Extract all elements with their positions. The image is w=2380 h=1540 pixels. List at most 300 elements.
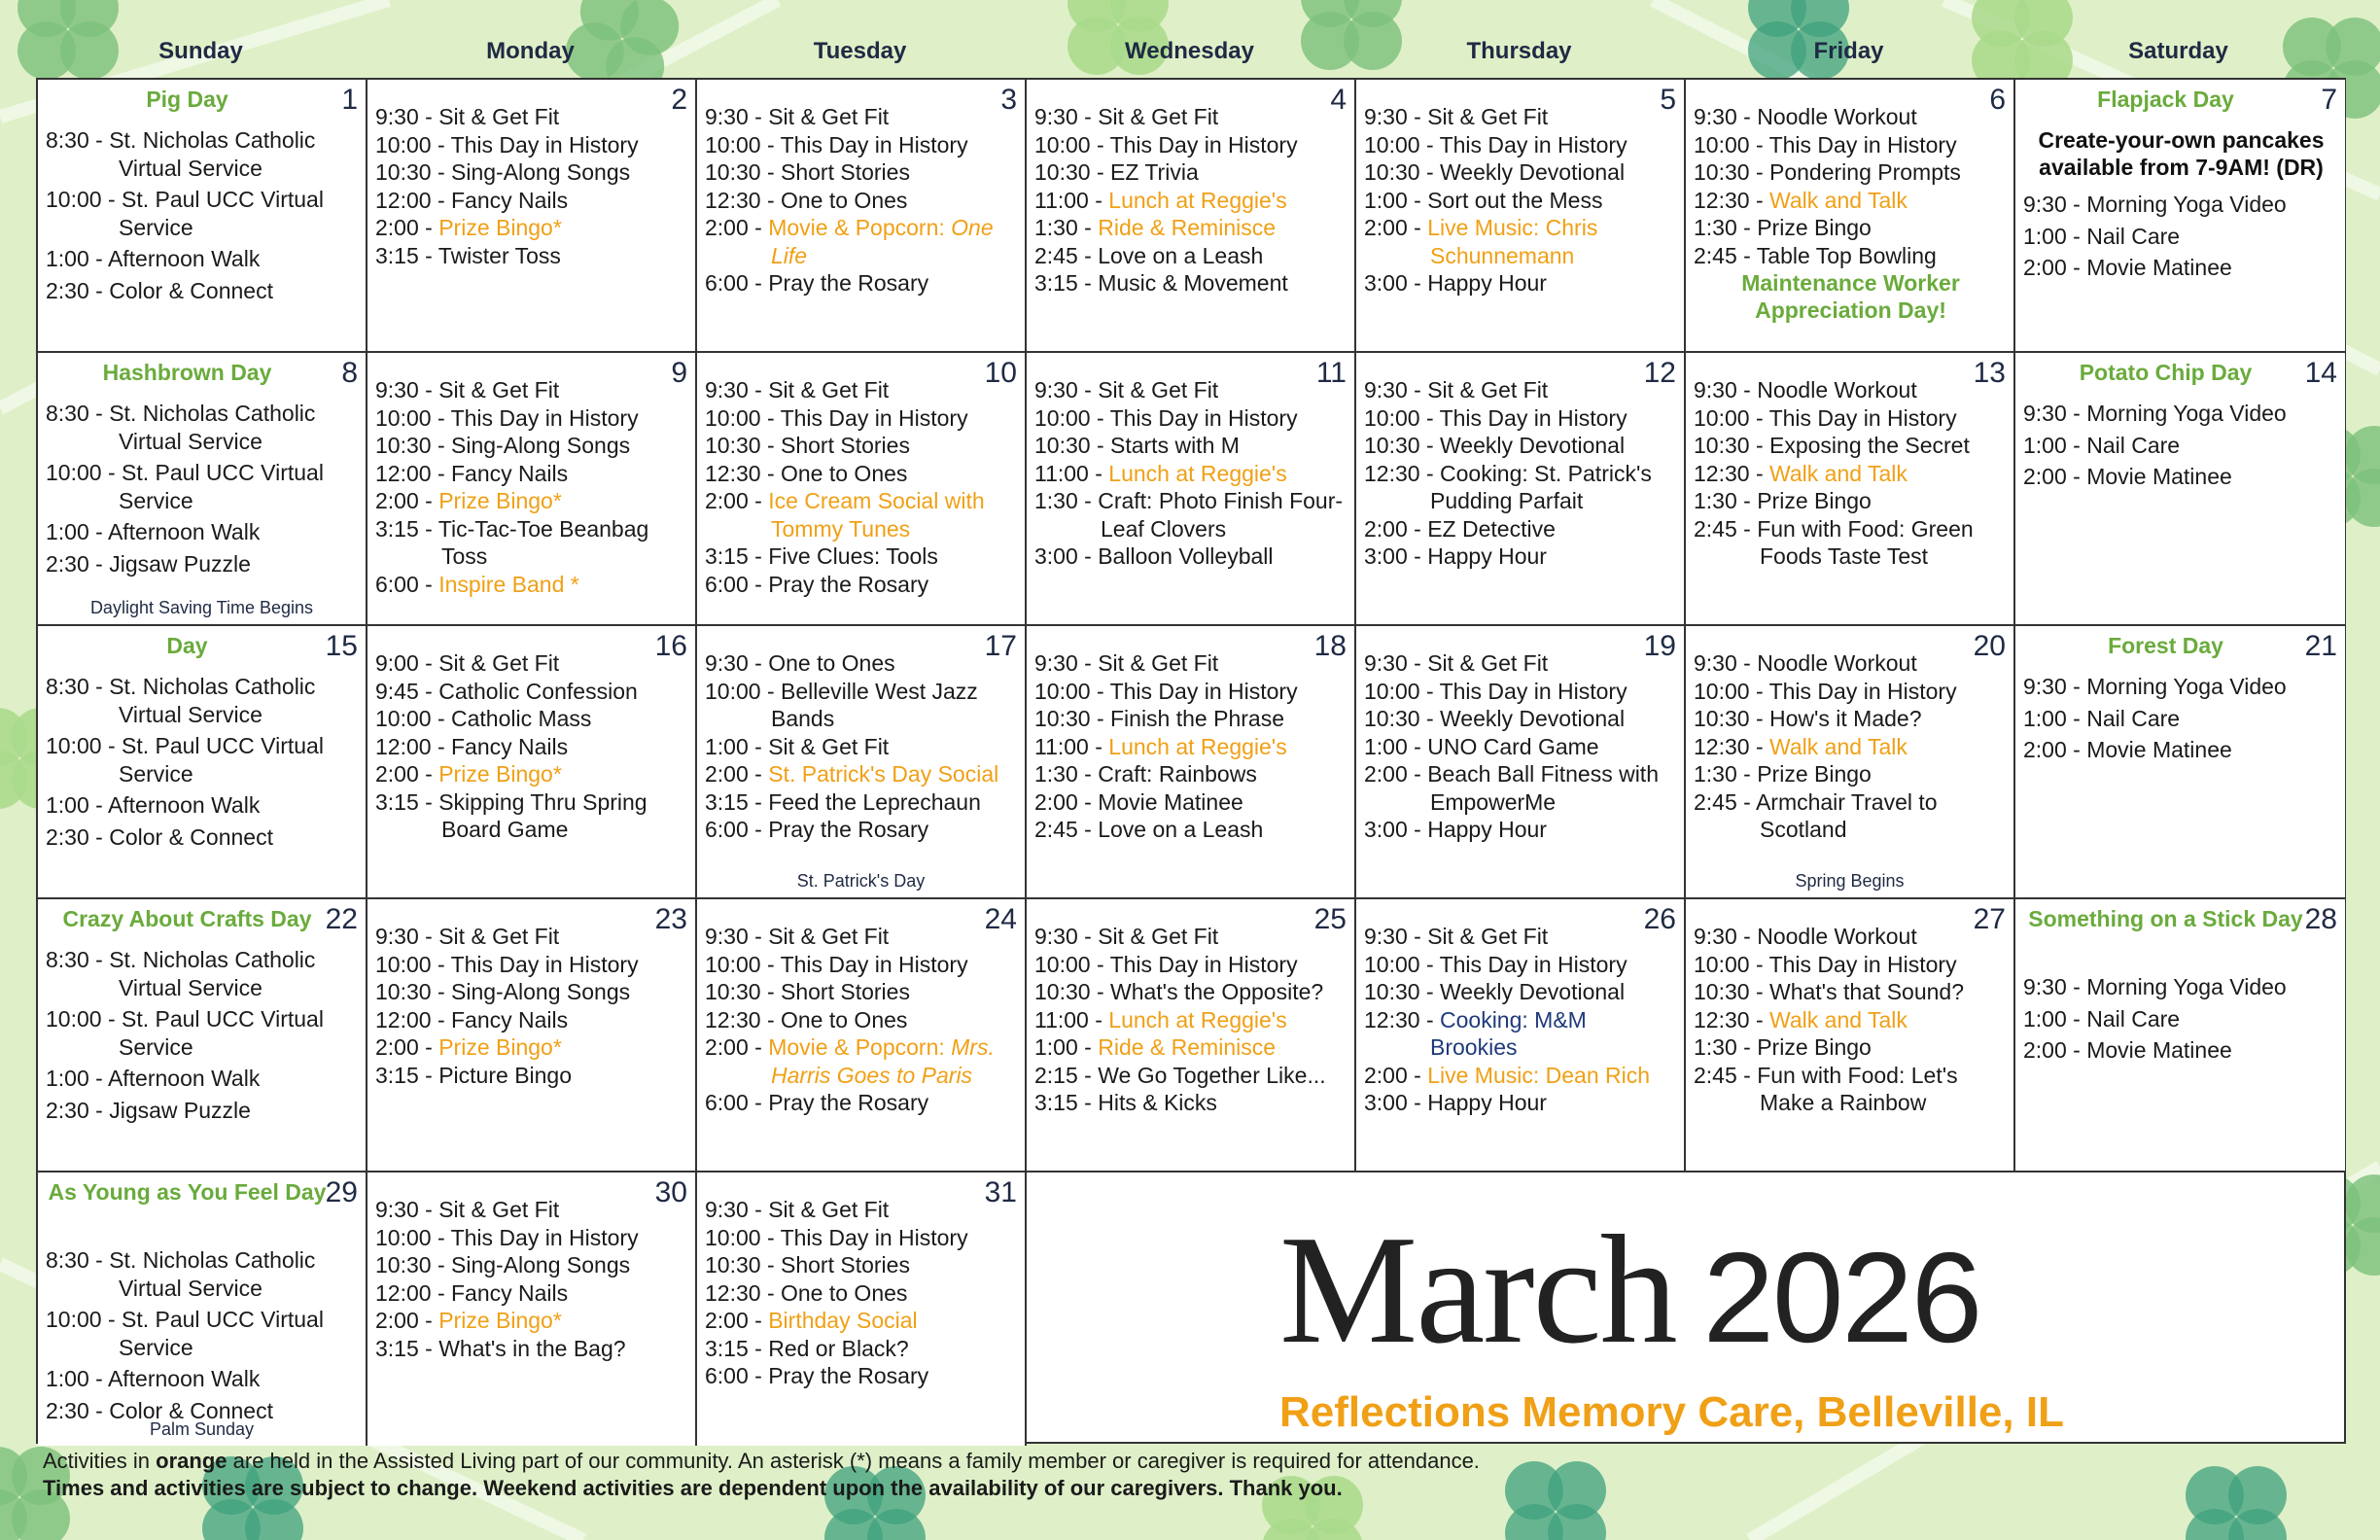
- activity-title: Prize Bingo*: [438, 215, 562, 240]
- activity-title: This Day in History: [1109, 678, 1298, 704]
- activity-item: [1694, 760, 2008, 788]
- activity-time: 3:15 -: [375, 1335, 439, 1361]
- activity-time: 2:45 -: [1034, 817, 1099, 842]
- activity-item: [1034, 951, 1348, 979]
- activity-item: [1034, 649, 1348, 678]
- activity-title: Morning Yoga Video: [2086, 974, 2287, 999]
- activity-time: 12:30 -: [705, 460, 781, 486]
- activity-time: 3:15 -: [705, 543, 769, 569]
- activity-time: 2:45 -: [1694, 515, 1758, 542]
- activity-time: 9:30 -: [375, 104, 439, 129]
- activity-title: Afternoon Walk: [107, 1066, 261, 1091]
- day-number: 19: [1643, 630, 1676, 662]
- weekday-tuesday: Tuesday: [813, 38, 907, 64]
- activity-time: 10:00 -: [46, 187, 122, 212]
- activity-item: [2023, 400, 2339, 428]
- activity-item: [1364, 515, 1678, 543]
- activity-item: [2023, 1005, 2339, 1033]
- activity-item: [1694, 460, 2008, 488]
- activity-time: 12:00 -: [375, 460, 451, 486]
- activity-time: 9:30 -: [705, 650, 769, 676]
- activity-item: [46, 1065, 360, 1093]
- day-cell-26: [1356, 899, 1686, 1172]
- activity-item: [1694, 951, 2008, 979]
- year: 2026: [1702, 1226, 1981, 1369]
- activity-time: 10:00 -: [375, 706, 451, 731]
- activity-time: 3:15 -: [375, 242, 438, 268]
- activity-title: Belleville West Jazz Bands: [771, 678, 978, 731]
- day-cell-12: [1356, 353, 1686, 626]
- activity-time: 1:00 -: [46, 1066, 108, 1091]
- movie-title: Mrs. Harris Goes to Paris: [771, 1034, 995, 1088]
- activity-time: 9:30 -: [2023, 192, 2087, 217]
- activity-title: One to Ones: [768, 650, 895, 676]
- activity-title: Nail Care: [2086, 432, 2181, 458]
- activity-item: [375, 760, 689, 788]
- day-theme: Something on a Stick Day: [2028, 906, 2303, 931]
- activity-time: 9:30 -: [1034, 104, 1099, 129]
- activity-item: [1364, 187, 1678, 215]
- activity-item: [1364, 649, 1678, 678]
- activity-title: Afternoon Walk: [107, 1366, 261, 1391]
- activity-title: Sit & Get Fit: [1427, 650, 1549, 676]
- activity-item: [1364, 951, 1678, 979]
- activity-item: [375, 158, 689, 187]
- activity-item: [375, 1279, 689, 1308]
- activity-item: [375, 1251, 689, 1279]
- activity-title: Sit & Get Fit: [438, 924, 560, 949]
- activity-item: [705, 678, 1019, 733]
- day-cell-7: [2015, 80, 2345, 353]
- activity-item: [2023, 432, 2339, 460]
- activity-title: How's it Made?: [1769, 706, 1922, 731]
- activity-title: Sit & Get Fit: [438, 377, 560, 402]
- activity-time: 10:00 -: [1694, 951, 1769, 977]
- activity-title: Lunch at Reggie's: [1108, 1006, 1287, 1032]
- activity-time: 9:00 -: [375, 650, 439, 676]
- day-cell-16: [368, 626, 697, 899]
- activity-time: 1:30 -: [1034, 761, 1099, 787]
- activity-item: [1034, 816, 1348, 844]
- activity-time: 10:30 -: [1034, 706, 1110, 731]
- activity-item: [1034, 542, 1348, 571]
- activity-title: Sing-Along Songs: [451, 979, 631, 1004]
- activity-item: [1694, 242, 2008, 270]
- activity-time: 9:30 -: [1034, 650, 1099, 676]
- activity-time: 12:30 -: [1694, 1006, 1769, 1032]
- activity-title: Twister Toss: [438, 242, 561, 268]
- activity-item: [705, 1362, 1019, 1390]
- activity-item: [375, 131, 689, 159]
- day-footnote: Spring Begins: [1795, 871, 1905, 891]
- activity-title: Movie & Popcorn:: [768, 215, 945, 240]
- activity-time: 12:30 -: [705, 1006, 781, 1032]
- activity-title: Prize Bingo*: [438, 1308, 562, 1333]
- activity-title: St. Nicholas Catholic Virtual Service: [109, 1247, 316, 1301]
- activity-item: [375, 376, 689, 404]
- activity-item: [1034, 214, 1348, 242]
- activity-item: [1364, 404, 1678, 433]
- activity-time: 6:00 -: [705, 571, 769, 597]
- activity-item: [1034, 242, 1348, 270]
- activity-title: Birthday Social: [768, 1308, 918, 1333]
- activity-item: [1034, 269, 1348, 298]
- activity-item: [375, 515, 689, 571]
- activity-title: Sit & Get Fit: [768, 377, 890, 402]
- day-cell-30: [368, 1172, 697, 1446]
- activity-item: [1034, 1033, 1348, 1062]
- day-cell-11: [1027, 353, 1356, 626]
- activity-title: Movie Matinee: [2086, 737, 2232, 762]
- activity-item: [375, 978, 689, 1006]
- activity-item: [1034, 187, 1348, 215]
- activity-title: This Day in History: [1109, 951, 1298, 977]
- activity-title: Happy Hour: [1427, 543, 1547, 569]
- activity-item: [1694, 978, 2008, 1006]
- activity-time: 9:30 -: [1694, 924, 1758, 949]
- activity-title: Ride & Reminisce: [1098, 1034, 1277, 1060]
- activity-time: 10:00 -: [1364, 951, 1440, 977]
- activity-title: Noodle Workout: [1757, 104, 1917, 129]
- activity-title: Prize Bingo: [1757, 761, 1872, 787]
- activity-item: [375, 1335, 689, 1363]
- activity-title: Live Music: Chris Schunnemann: [1427, 215, 1598, 268]
- activity-time: 3:00 -: [1364, 1090, 1428, 1115]
- day-theme: Forest Day: [2108, 633, 2223, 658]
- activity-item: [2023, 463, 2339, 491]
- activity-item: [705, 158, 1019, 187]
- activity-time: 2:00 -: [2023, 737, 2087, 762]
- activity-title: Nail Care: [2086, 223, 2181, 249]
- activity-time: 9:30 -: [705, 377, 769, 402]
- activity-item: [1694, 158, 2008, 187]
- activity-item: [1034, 788, 1348, 817]
- activity-item: [1694, 678, 2008, 706]
- activity-time: 3:00 -: [1364, 817, 1428, 842]
- activity-item: [375, 460, 689, 488]
- activity-time: 9:30 -: [2023, 974, 2087, 999]
- activity-title: Noodle Workout: [1757, 924, 1917, 949]
- activity-time: 3:00 -: [1364, 270, 1428, 296]
- activity-title: Movie Matinee: [2086, 1037, 2232, 1063]
- activity-time: 3:00 -: [1034, 543, 1099, 569]
- activity-time: 2:00 -: [375, 761, 439, 787]
- activity-title: Live Music: Dean Rich: [1427, 1062, 1651, 1088]
- activity-item: [1364, 131, 1678, 159]
- activity-title: Sit & Get Fit: [1098, 650, 1219, 676]
- activity-item: [1034, 460, 1348, 488]
- activity-item: [46, 126, 360, 182]
- activity-title: Skipping Thru Spring Board Game: [438, 788, 648, 842]
- activity-title: Nail Care: [2086, 1005, 2181, 1032]
- activity-time: 11:00 -: [1034, 1006, 1109, 1032]
- activity-time: 3:15 -: [705, 1335, 769, 1361]
- activity-title: Balloon Volleyball: [1098, 543, 1274, 569]
- month-name: March: [1279, 1203, 1676, 1376]
- activity-title: Short Stories: [781, 433, 910, 458]
- activity-time: 3:15 -: [375, 1062, 439, 1088]
- activity-time: 6:00 -: [375, 571, 439, 597]
- activity-time: 1:30 -: [1034, 488, 1099, 513]
- activity-time: 10:30 -: [1364, 159, 1440, 185]
- activity-time: 1:00 -: [2023, 705, 2087, 731]
- activity-title: What's the Opposite?: [1110, 979, 1324, 1004]
- activity-time: 1:30 -: [1034, 215, 1099, 240]
- activity-title: St. Nicholas Catholic Virtual Service: [109, 947, 316, 1000]
- activity-time: 2:00 -: [1364, 215, 1428, 240]
- activity-time: 9:30 -: [705, 104, 769, 129]
- activity-title: Armchair Travel to Scotland: [1755, 788, 1938, 842]
- activity-title: We Go Together Like...: [1098, 1062, 1326, 1088]
- activity-time: 2:00 -: [1364, 515, 1428, 542]
- activity-time: 10:00 -: [46, 460, 122, 485]
- activity-title: Pray the Rosary: [768, 817, 929, 842]
- activity-time: 10:00 -: [375, 404, 451, 431]
- day-number: 14: [2304, 357, 2337, 389]
- activity-item: [375, 1196, 689, 1224]
- activity-time: 9:30 -: [375, 1197, 439, 1222]
- activity-item: [2023, 223, 2339, 251]
- activity-title: This Day in History: [1768, 951, 1957, 977]
- activity-title: Color & Connect: [109, 1397, 273, 1423]
- activity-title: Sit & Get Fit: [438, 650, 560, 676]
- activity-time: 10:00 -: [1034, 131, 1110, 158]
- activity-time: 12:30 -: [1364, 1006, 1440, 1032]
- activity-title: Prize Bingo: [1757, 488, 1872, 513]
- activity-item: [1034, 678, 1348, 706]
- day-cell-8: [38, 353, 368, 626]
- activity-title: St. Paul UCC Virtual Service: [119, 1006, 324, 1060]
- activity-item: [1034, 131, 1348, 159]
- day-number: 2: [671, 84, 687, 116]
- activity-title: Prize Bingo: [1757, 1034, 1872, 1060]
- activity-item: [1034, 978, 1348, 1006]
- activity-time: 10:00 -: [705, 951, 781, 977]
- day-theme: Flapjack Day: [2097, 87, 2234, 112]
- activity-time: 10:30 -: [1034, 979, 1110, 1004]
- activity-title: One to Ones: [781, 1279, 908, 1306]
- activity-item: [1034, 733, 1348, 761]
- legend-suffix: are held in the Assisted Living part of our community. An asterisk (*) means a family member or caregiver is required for attendance.: [227, 1449, 1480, 1473]
- activity-title: Catholic Confession: [438, 678, 638, 704]
- activity-title: Sit & Get Fit: [1098, 377, 1219, 402]
- activity-time: 9:30 -: [1034, 924, 1099, 949]
- activity-time: 2:00 -: [705, 761, 769, 787]
- activity-item: [1694, 131, 2008, 159]
- activity-title: Color & Connect: [109, 277, 273, 303]
- activity-title: Ice Cream Social with Tommy Tunes: [768, 488, 985, 542]
- activity-time: 2:00 -: [2023, 1037, 2087, 1063]
- activity-title: Fancy Nails: [451, 733, 569, 759]
- activity-title: Hits & Kicks: [1098, 1090, 1217, 1115]
- activity-title: This Day in History: [1109, 131, 1298, 158]
- activity-item: [705, 269, 1019, 298]
- activity-item: [375, 214, 689, 242]
- activity-item: [46, 732, 360, 788]
- activity-title: Afternoon Walk: [107, 519, 261, 544]
- day-cell-23: [368, 899, 697, 1172]
- activity-item: [1034, 923, 1348, 951]
- activity-title: EZ Trivia: [1110, 159, 1199, 185]
- activity-title: This Day in History: [1109, 404, 1298, 431]
- activity-time: 1:00 -: [46, 246, 108, 271]
- activity-time: 1:00 -: [46, 519, 108, 544]
- activity-item: [1694, 1006, 2008, 1034]
- activity-title: Red or Black?: [768, 1335, 909, 1361]
- day-number: 9: [671, 357, 687, 389]
- activity-item: [705, 816, 1019, 844]
- activity-time: 10:30 -: [705, 1252, 781, 1278]
- activity-item: [46, 518, 360, 546]
- weekday-thursday: Thursday: [1466, 38, 1572, 64]
- activity-item: [375, 1006, 689, 1034]
- day-number: 26: [1643, 903, 1676, 935]
- activity-time: 10:30 -: [375, 433, 451, 458]
- activity-time: 9:30 -: [705, 924, 769, 949]
- activity-title: Weekly Devotional: [1440, 979, 1626, 1004]
- activity-title: Tic-Tac-Toe Beanbag Toss: [438, 515, 649, 569]
- activity-time: 2:00 -: [705, 1308, 769, 1333]
- activity-item: [1364, 1062, 1678, 1090]
- activity-item: [1694, 923, 2008, 951]
- activity-time: 10:30 -: [1694, 159, 1769, 185]
- activity-item: [705, 1279, 1019, 1308]
- activity-time: 2:00 -: [375, 215, 439, 240]
- activity-time: 10:00 -: [705, 678, 781, 704]
- activity-time: 10:30 -: [1694, 433, 1769, 458]
- activity-time: 6:00 -: [705, 1363, 769, 1388]
- activity-item: [1694, 187, 2008, 215]
- activity-item: [705, 1089, 1019, 1117]
- activity-title: Prize Bingo*: [438, 761, 562, 787]
- activity-time: 11:00 -: [1034, 733, 1109, 759]
- activity-time: 9:30 -: [1034, 377, 1099, 402]
- activity-item: [1364, 376, 1678, 404]
- activity-item: [2023, 191, 2339, 219]
- activity-title: Weekly Devotional: [1440, 433, 1626, 458]
- activity-time: 12:00 -: [375, 1006, 451, 1032]
- activity-item: [1364, 269, 1678, 298]
- activity-title: Love on a Leash: [1098, 242, 1264, 268]
- activity-time: 10:30 -: [375, 1252, 451, 1278]
- activity-time: 2:45 -: [1694, 242, 1757, 268]
- activity-title: UNO Card Game: [1427, 733, 1599, 759]
- activity-title: Sing-Along Songs: [451, 1252, 631, 1278]
- activity-title: This Day in History: [780, 951, 968, 977]
- activity-time: 10:00 -: [705, 131, 781, 158]
- activity-item: [1364, 705, 1678, 733]
- activity-time: 9:30 -: [1694, 650, 1758, 676]
- day-number: 16: [654, 630, 687, 662]
- calendar-grid: [36, 78, 2346, 1444]
- day-cell-15: [38, 626, 368, 899]
- activity-item: [1364, 214, 1678, 269]
- activity-time: 10:30 -: [1364, 979, 1440, 1004]
- activity-time: 9:30 -: [705, 1197, 769, 1222]
- activity-title: This Day in History: [780, 131, 968, 158]
- day-number: 8: [341, 357, 358, 389]
- activity-time: 12:30 -: [705, 187, 781, 213]
- activity-title: Sing-Along Songs: [451, 159, 631, 185]
- activity-title: Sit & Get Fit: [1427, 104, 1549, 129]
- activity-title: St. Nicholas Catholic Virtual Service: [109, 401, 316, 454]
- day-cell-3: [697, 80, 1027, 353]
- activity-title: Sit & Get Fit: [768, 1197, 890, 1222]
- activity-time: 2:45 -: [1034, 242, 1099, 268]
- day-number: 6: [1989, 84, 2006, 116]
- day-cell-14: [2015, 353, 2345, 626]
- activity-item: [1034, 158, 1348, 187]
- activity-time: 9:30 -: [1364, 104, 1428, 129]
- activity-title: Morning Yoga Video: [2086, 674, 2287, 699]
- activity-item: [1034, 705, 1348, 733]
- day-number: 18: [1313, 630, 1347, 662]
- day-number: 20: [1973, 630, 2006, 662]
- activity-time: 8:30 -: [46, 401, 110, 426]
- activity-time: 9:30 -: [1364, 650, 1428, 676]
- activity-title: St. Nicholas Catholic Virtual Service: [109, 127, 316, 181]
- activity-title: This Day in History: [450, 404, 639, 431]
- activity-title: St. Patrick's Day Social: [768, 761, 999, 787]
- activity-item: [705, 404, 1019, 433]
- activity-item: [705, 542, 1019, 571]
- activity-time: 9:30 -: [1364, 924, 1428, 949]
- activity-item: [1694, 705, 2008, 733]
- activity-title: Pondering Prompts: [1769, 159, 1961, 185]
- activity-item: [1034, 1089, 1348, 1117]
- activity-title: St. Paul UCC Virtual Service: [119, 1307, 324, 1360]
- activity-title: This Day in History: [1439, 678, 1628, 704]
- activity-title: Short Stories: [781, 979, 910, 1004]
- day-cell-4: [1027, 80, 1356, 353]
- activity-item: [705, 1251, 1019, 1279]
- day-cell-13: [1686, 353, 2015, 626]
- day-theme: Crazy About Crafts Day: [62, 906, 312, 931]
- activity-time: 2:00 -: [375, 1034, 439, 1060]
- activity-title: Morning Yoga Video: [2086, 192, 2287, 217]
- legend-footer: [43, 1448, 2279, 1502]
- activity-title: Lunch at Reggie's: [1108, 733, 1287, 759]
- activity-time: 2:00 -: [375, 1308, 439, 1333]
- activity-title: Happy Hour: [1427, 270, 1547, 296]
- activity-time: 2:00 -: [2023, 464, 2087, 489]
- activity-title: Pray the Rosary: [768, 1363, 929, 1388]
- activity-title: Sort out the Mess: [1427, 187, 1603, 213]
- activity-time: 1:00 -: [46, 792, 108, 818]
- activity-time: 2:00 -: [705, 215, 769, 240]
- day-cell-28: [2015, 899, 2345, 1172]
- activity-title: Fancy Nails: [451, 460, 569, 486]
- activity-item: [46, 277, 360, 305]
- activity-time: 9:45 -: [375, 678, 439, 704]
- activity-title: This Day in History: [1439, 404, 1628, 431]
- activity-item: [1694, 103, 2008, 131]
- day-cell-10: [697, 353, 1027, 626]
- activity-item: [375, 404, 689, 433]
- movie-title: One Life: [771, 215, 994, 268]
- day-number: 3: [1000, 84, 1017, 116]
- day-cell-27: [1686, 899, 2015, 1172]
- day-cell-25: [1027, 899, 1356, 1172]
- activity-title: Movie Matinee: [2086, 255, 2232, 280]
- activity-item: [1364, 816, 1678, 844]
- activity-item: [375, 432, 689, 460]
- activity-title: Noodle Workout: [1757, 377, 1917, 402]
- activity-item: [1034, 432, 1348, 460]
- activity-time: 2:30 -: [46, 823, 110, 850]
- activity-title: Fun with Food: Green Foods Taste Test: [1757, 515, 1974, 569]
- activity-title: What's in the Bag?: [438, 1335, 626, 1361]
